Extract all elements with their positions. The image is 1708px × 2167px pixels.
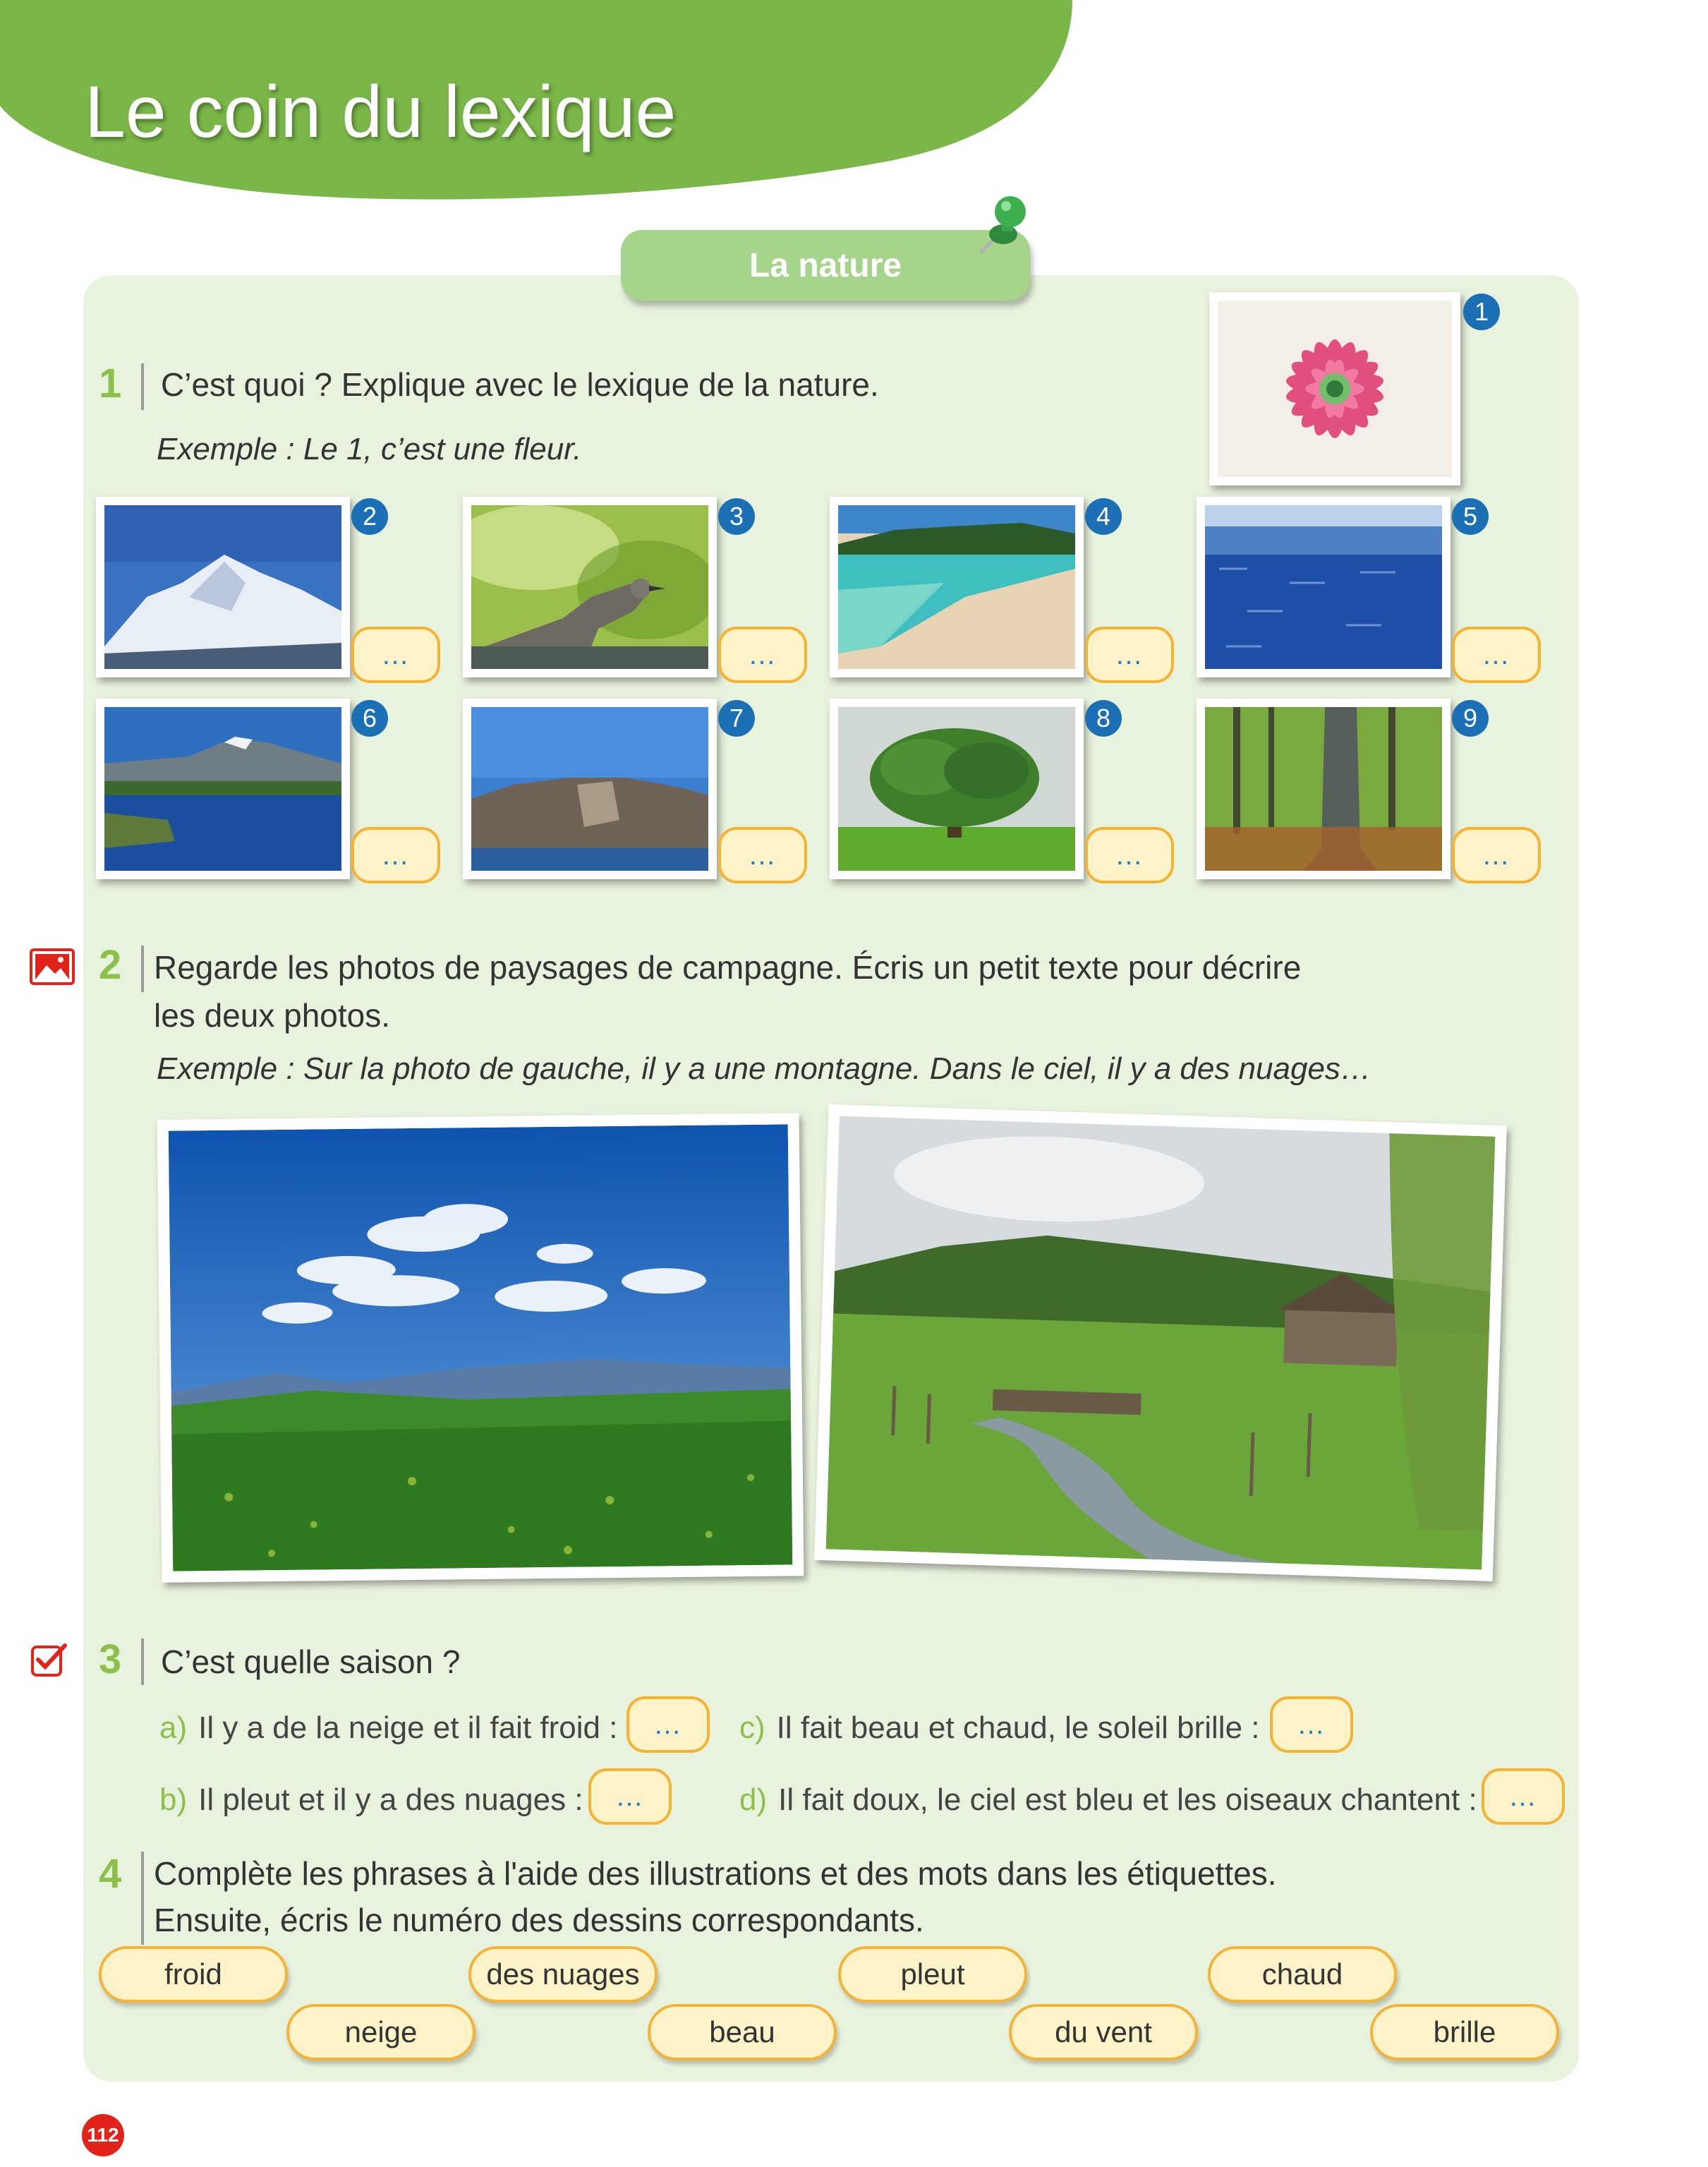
page-number: 112 bbox=[82, 2114, 124, 2156]
badge-6: 6 bbox=[351, 700, 388, 737]
photo-mountain bbox=[96, 497, 350, 677]
exercise-2-instruction-line1: Regarde les photos de paysages de campagne. Écris un petit texte pour décrire bbox=[154, 949, 1302, 986]
answer-box-6[interactable]: … bbox=[351, 827, 440, 883]
question-d-text: Il fait doux, le ciel est bleu et les oiseaux chantent : bbox=[778, 1782, 1477, 1817]
badge-4: 4 bbox=[1085, 498, 1122, 535]
badge-5: 5 bbox=[1452, 498, 1489, 535]
tag-des-nuages[interactable]: des nuages bbox=[468, 1946, 658, 2003]
photo-beach bbox=[830, 497, 1084, 677]
badge-1: 1 bbox=[1463, 294, 1500, 330]
exercise-4-instruction-line2: Ensuite, écris le numéro des dessins correspondants. bbox=[154, 1902, 924, 1938]
tag-chaud[interactable]: chaud bbox=[1208, 1946, 1397, 2003]
exercise-3-divider bbox=[141, 1638, 144, 1685]
question-c bbox=[739, 1710, 1260, 1746]
answer-box-b[interactable]: … bbox=[588, 1768, 672, 1825]
answer-box-9[interactable]: … bbox=[1452, 827, 1541, 883]
exercise-4-divider bbox=[141, 1852, 144, 1945]
photo-landscape-field bbox=[157, 1113, 804, 1582]
tag-froid[interactable]: froid bbox=[99, 1946, 288, 2003]
answer-box-d[interactable]: … bbox=[1482, 1768, 1565, 1825]
answer-box-7[interactable]: … bbox=[718, 827, 807, 883]
beach-image bbox=[838, 505, 1075, 669]
village-landscape-image bbox=[826, 1116, 1496, 1570]
bird-image bbox=[471, 505, 708, 669]
exercise-4-instruction-line1: Complète les phrases à l'aide des illustrations et des mots dans les étiquettes. bbox=[154, 1855, 1277, 1892]
tag-du-vent[interactable]: du vent bbox=[1009, 2004, 1198, 2060]
answer-box-5[interactable]: … bbox=[1452, 627, 1541, 683]
question-a bbox=[159, 1710, 617, 1746]
question-c-text: Il fait beau et chaud, le soleil brille : bbox=[776, 1710, 1260, 1745]
exercise-3-instruction: C’est quelle saison ? bbox=[161, 1643, 461, 1680]
answer-box-4[interactable]: … bbox=[1085, 627, 1174, 683]
exercise-4-number: 4 bbox=[99, 1851, 122, 1897]
photo-bird bbox=[463, 497, 717, 677]
flower-image bbox=[1218, 301, 1452, 477]
question-a-letter: a) bbox=[159, 1710, 188, 1745]
question-b-letter: b) bbox=[159, 1782, 188, 1817]
exercise-2-instruction-line2: les deux photos. bbox=[154, 997, 391, 1034]
question-a-text: Il y a de la neige et il fait froid : bbox=[198, 1710, 618, 1745]
exercise-1-example: Exemple : Le 1, c’est une fleur. bbox=[157, 432, 582, 466]
badge-7: 7 bbox=[718, 700, 755, 737]
pushpin-icon bbox=[959, 191, 1037, 268]
exercise-2-example: Exemple : Sur la photo de gauche, il y a une montagne. Dans le ciel, il y a des nuages… bbox=[157, 1051, 1371, 1086]
exercise-3-number: 3 bbox=[99, 1636, 122, 1682]
volcano-image bbox=[471, 707, 708, 871]
answer-box-c[interactable]: … bbox=[1270, 1696, 1353, 1753]
page-title: Le coin du lexique bbox=[85, 71, 677, 153]
badge-2: 2 bbox=[351, 498, 388, 535]
section-title: La nature bbox=[749, 246, 902, 284]
question-d bbox=[739, 1782, 1477, 1818]
mountain-image bbox=[104, 505, 341, 669]
photo-tree bbox=[830, 699, 1084, 879]
sea-image bbox=[1205, 505, 1442, 669]
photo-landscape-village bbox=[814, 1104, 1507, 1581]
photo-lake bbox=[96, 699, 350, 879]
forest-image bbox=[1205, 707, 1442, 871]
field-landscape-image bbox=[169, 1124, 792, 1571]
tag-pleut[interactable]: pleut bbox=[838, 1946, 1027, 2003]
exercise-2-divider bbox=[141, 946, 144, 992]
photo-forest bbox=[1197, 699, 1450, 879]
tag-beau[interactable]: beau bbox=[648, 2004, 837, 2060]
exercise-1-instruction: C’est quoi ? Explique avec le lexique de la nature. bbox=[161, 366, 879, 403]
tree-image bbox=[838, 707, 1075, 871]
photo-sea bbox=[1197, 497, 1450, 677]
image-icon bbox=[30, 948, 75, 985]
question-b bbox=[159, 1782, 583, 1818]
photo-volcano bbox=[463, 699, 717, 879]
question-c-letter: c) bbox=[739, 1710, 765, 1745]
question-b-text: Il pleut et il y a des nuages : bbox=[198, 1782, 583, 1817]
lake-image bbox=[104, 707, 341, 871]
answer-box-a[interactable]: … bbox=[626, 1696, 710, 1753]
exercise-1-number: 1 bbox=[99, 361, 122, 406]
badge-9: 9 bbox=[1452, 700, 1489, 737]
photo-flower bbox=[1209, 292, 1460, 485]
answer-box-8[interactable]: … bbox=[1085, 827, 1174, 883]
answer-box-2[interactable]: … bbox=[351, 627, 440, 683]
tag-brille[interactable]: brille bbox=[1370, 2004, 1559, 2060]
exercise-1-divider bbox=[141, 363, 144, 410]
question-d-letter: d) bbox=[739, 1782, 768, 1817]
answer-box-3[interactable]: … bbox=[718, 627, 807, 683]
badge-8: 8 bbox=[1085, 700, 1122, 737]
checkbox-icon bbox=[30, 1641, 75, 1678]
tag-neige[interactable]: neige bbox=[286, 2004, 476, 2060]
exercise-2-number: 2 bbox=[99, 942, 122, 988]
badge-3: 3 bbox=[718, 498, 755, 535]
